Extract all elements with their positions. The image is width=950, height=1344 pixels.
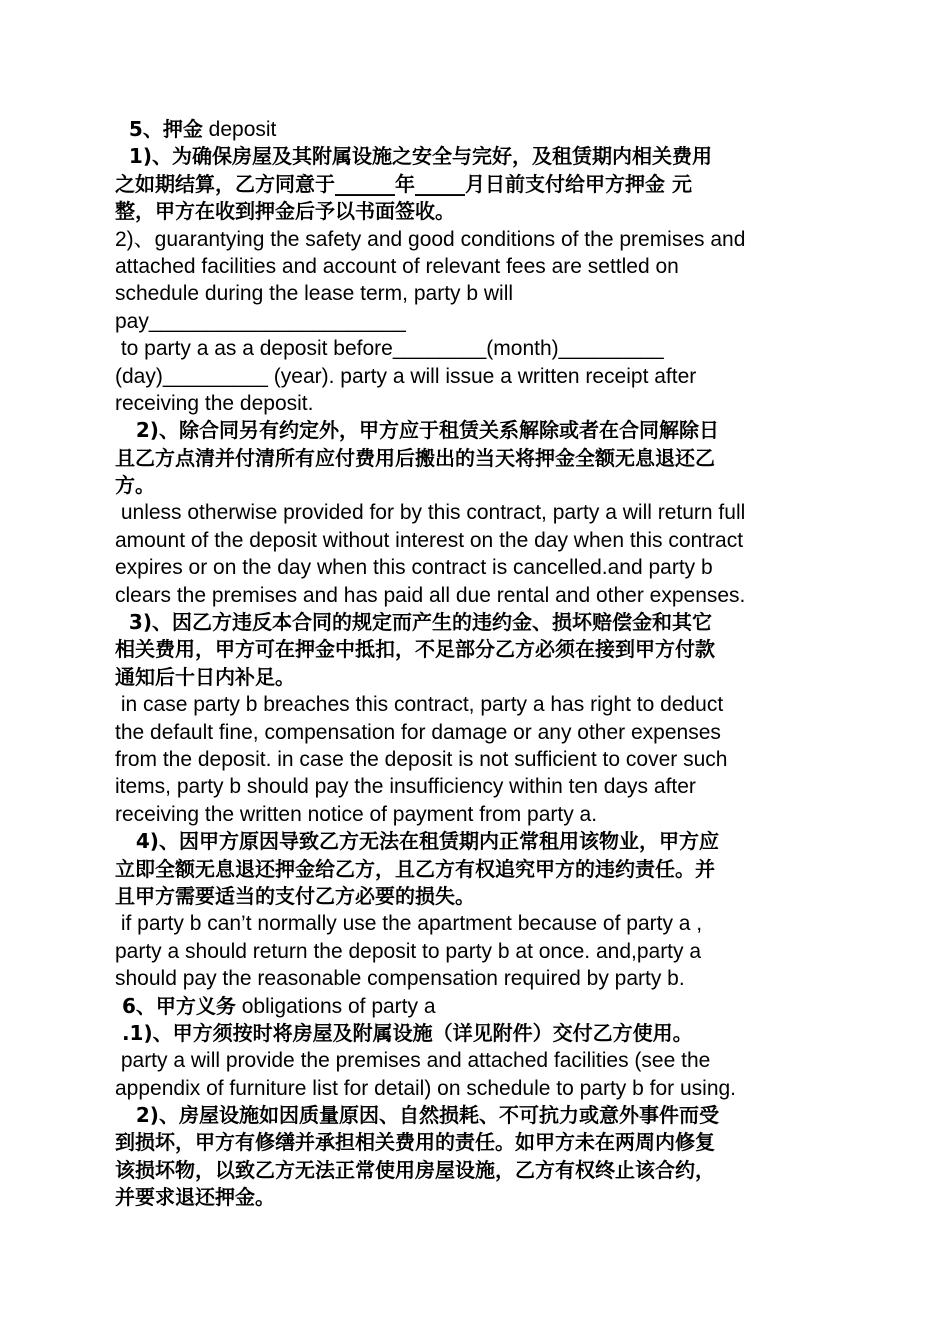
text-line-11: receiving the deposit.: [115, 391, 314, 415]
text-line-23: the default fine, compensation for damage or any other expenses: [115, 720, 721, 744]
text-line-40: 并要求退还押金。: [115, 1185, 275, 1210]
text-line-18: clears the premises and has paid all due rental and other expenses.: [115, 583, 746, 607]
text-line-2: 1)、为确保房屋及其附属设施之安全与完好，及租赁期内相关费用: [115, 144, 712, 169]
text-line-3: 之如期结算，乙方同意于______年_____月日前支付给甲方押金 元: [115, 171, 692, 196]
text-line-5: 2)、guarantying the safety and good conditions of the premises and: [115, 227, 746, 251]
text-line-24: from the deposit. in case the deposit is not sufficient to cover such: [115, 747, 728, 771]
text-line-13: 且乙方点清并付清所有应付费用后搬出的当天将押金全额无息退还乙: [115, 445, 715, 470]
text-line-22: in case party b breaches this contract, party a has right to deduct: [115, 693, 724, 717]
text-line-25: items, party b should pay the insufficiency within ten days after: [115, 775, 696, 799]
text-line-38: 到损坏，甲方有修缮并承担相关费用的责任。如甲方未在两周内修复: [115, 1130, 715, 1155]
text-line-37: 2)、房屋设施如因质量原因、自然损耗、不可抗力或意外事件而受: [115, 1103, 719, 1128]
text-line-28: 立即全额无息退还押金给乙方，且乙方有权追究甲方的违约责任。并: [115, 856, 715, 881]
text-line-8: pay______________________: [115, 309, 406, 333]
text-line-9: to party a as a deposit before________(month)_________: [115, 337, 664, 361]
text-line-32: should pay the reasonable compensation required by party b.: [115, 967, 685, 991]
text-line-29: 且甲方需要适当的支付乙方必要的损失。: [115, 883, 475, 908]
text-line-16: amount of the deposit without interest on the day when this contract: [115, 528, 744, 552]
text-line-35: party a will provide the premises and attached facilities (see the: [115, 1049, 711, 1073]
text-line-36: appendix of furniture list for detail) on schedule to party b for using.: [115, 1076, 737, 1100]
text-line-6: attached facilities and account of relevant fees are settled on: [115, 254, 679, 278]
text-line-15: unless otherwise provided for by this contract, party a will return full: [115, 501, 746, 525]
text-line-17: expires or on the day when this contract is cancelled.and party b: [115, 556, 713, 580]
text-line-12: 2)、除合同另有约定外，甲方应于租赁关系解除或者在合同解除日: [115, 418, 719, 443]
contract-page: [115, 116, 840, 1212]
text-line-30: if party b can’t normally use the apartment because of party a ,: [115, 912, 703, 936]
text-line-33: 6、甲方义务 obligations of party a: [115, 993, 436, 1018]
text-line-31: party a should return the deposit to party b at once. and,party a: [115, 939, 702, 963]
text-line-27: 4)、因甲方原因导致乙方无法在租赁期内正常租用该物业，甲方应: [115, 829, 719, 854]
text-line-21: 通知后十日内补足。: [115, 664, 295, 689]
text-line-34: .1)、甲方须按时将房屋及附属设施（详见附件）交付乙方使用。: [115, 1020, 693, 1045]
text-line-26: receiving the written notice of payment from party a.: [115, 802, 598, 826]
text-line-7: schedule during the lease term, party b will: [115, 282, 514, 306]
text-line-4: 整，甲方在收到押金后予以书面签收。: [115, 199, 455, 224]
text-line-1: 5、押金 deposit: [115, 117, 277, 141]
text-line-19: 3)、因乙方违反本合同的规定而产生的违约金、损坏赔偿金和其它: [115, 610, 712, 635]
text-line-39: 该损坏物，以致乙方无法正常使用房屋设施，乙方有权终止该合约，: [115, 1157, 715, 1182]
text-line-14: 方。: [115, 473, 155, 498]
text-line-20: 相关费用，甲方可在押金中抵扣，不足部分乙方必须在接到甲方付款: [115, 637, 715, 662]
text-line-10: (day)_________ (year). party a will issue a written receipt after: [115, 364, 697, 388]
